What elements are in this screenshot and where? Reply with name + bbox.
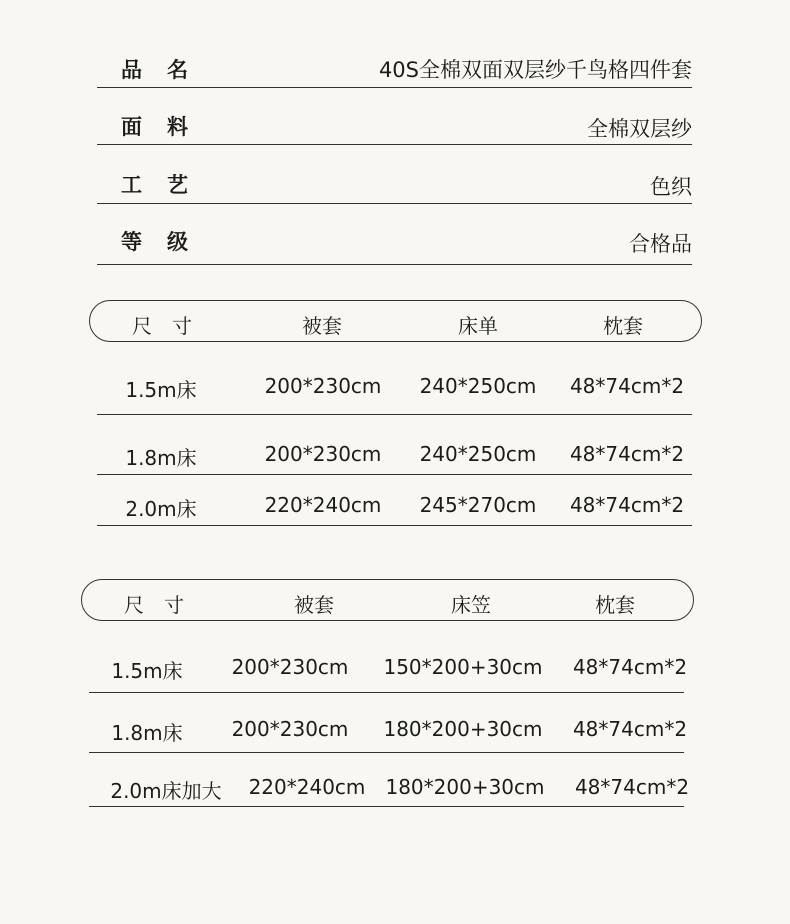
spec-row-craft — [97, 165, 692, 204]
table-cell: 48*74cm*2 — [572, 717, 688, 741]
spec-row-name — [97, 50, 692, 88]
spec-value: 全棉双层纱 — [587, 117, 692, 141]
table-cell: 48*74cm*2 — [569, 493, 685, 517]
spec-value: 色织 — [650, 175, 692, 199]
table-header-cell: 尺 寸 — [124, 593, 184, 617]
table-cell: 1.8m床 — [111, 721, 183, 745]
table-cell: 200*230cm — [231, 655, 349, 679]
spec-value: 合格品 — [629, 232, 692, 256]
table-cell: 200*230cm — [264, 442, 382, 466]
row-divider — [89, 806, 684, 807]
table-cell: 48*74cm*2 — [569, 374, 685, 398]
spec-label: 等 级 — [121, 230, 190, 254]
table-cell: 180*200+30cm — [385, 775, 545, 799]
table-cell: 48*74cm*2 — [569, 442, 685, 466]
table-header-cell: 枕套 — [595, 593, 635, 617]
table-cell: 1.5m床 — [111, 659, 183, 683]
table-cell: 240*250cm — [419, 442, 537, 466]
row-divider — [97, 414, 692, 415]
spec-row-grade — [97, 223, 692, 265]
spec-value: 40S全棉双面双层纱千鸟格四件套 — [378, 58, 692, 82]
table-header-cell: 被套 — [294, 593, 334, 617]
spec-label: 工 艺 — [121, 173, 190, 197]
table-cell: 240*250cm — [419, 374, 537, 398]
table-cell: 48*74cm*2 — [572, 655, 688, 679]
table-header-cell: 枕套 — [603, 314, 643, 338]
table-cell: 150*200+30cm — [383, 655, 543, 679]
spec-label: 面 料 — [121, 115, 190, 139]
table-header-cell: 被套 — [302, 314, 342, 338]
table-cell: 48*74cm*2 — [574, 775, 690, 799]
table-cell: 245*270cm — [419, 493, 537, 517]
table-cell: 180*200+30cm — [383, 717, 543, 741]
table-cell: 200*230cm — [264, 374, 382, 398]
row-divider — [97, 525, 692, 526]
table-header-cell: 床单 — [458, 314, 498, 338]
table-cell: 1.5m床 — [125, 378, 197, 402]
row-divider — [89, 752, 684, 753]
table-cell: 200*230cm — [231, 717, 349, 741]
table-cell: 2.0m床加大 — [110, 779, 222, 803]
table-cell: 220*240cm — [248, 775, 366, 799]
table-header-cell: 尺 寸 — [132, 314, 192, 338]
spec-row-fabric — [97, 107, 692, 145]
row-divider — [89, 692, 684, 693]
table-header-cell: 床笠 — [451, 593, 491, 617]
row-divider — [97, 474, 692, 475]
spec-label: 品 名 — [121, 58, 190, 82]
table-cell: 2.0m床 — [125, 497, 197, 521]
table-cell: 1.8m床 — [125, 446, 197, 470]
table-cell: 220*240cm — [264, 493, 382, 517]
